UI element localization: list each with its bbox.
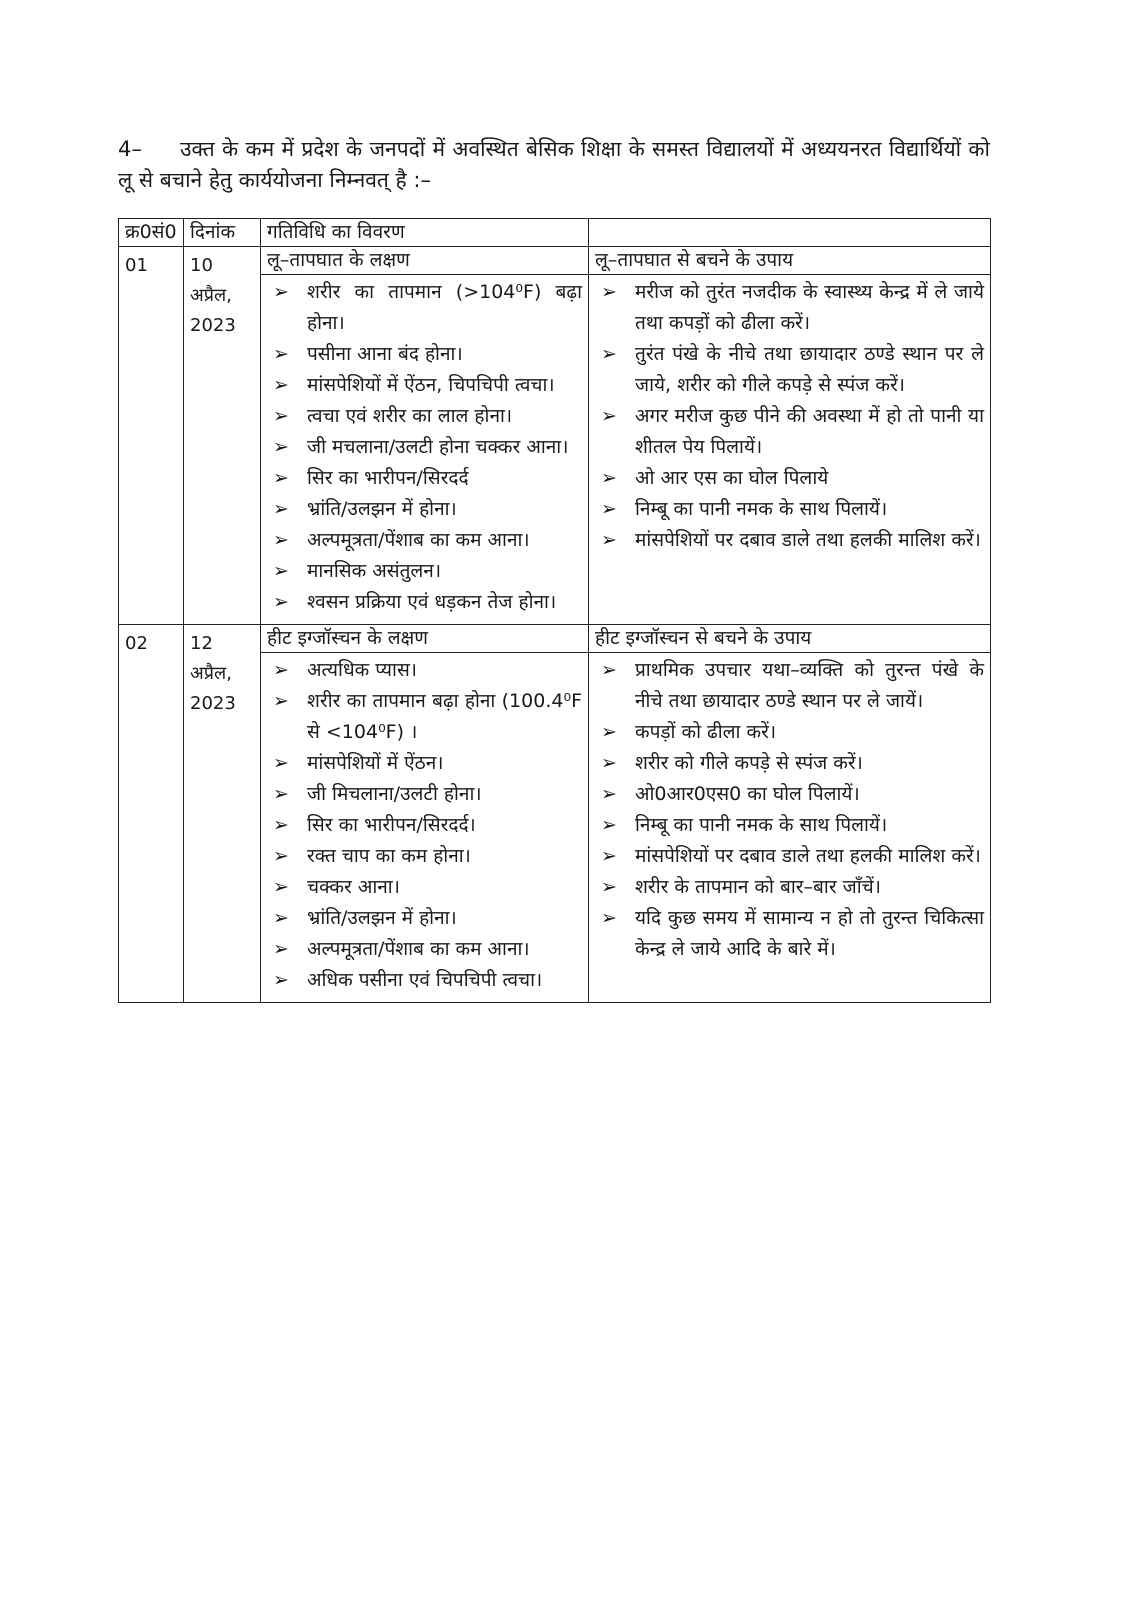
symptoms-list xyxy=(267,653,582,1002)
symptoms-list xyxy=(267,275,582,624)
symptoms-cell xyxy=(261,275,589,625)
symptom-item: ➢ रक्त चाप का कम होना। xyxy=(267,841,582,872)
symptom-item: ➢ जी मिचलाना/उलटी होना। xyxy=(267,779,582,810)
symptom-item: ➢ श्वसन प्रक्रिया एवं धड़कन तेज होना। xyxy=(267,587,582,618)
row-date xyxy=(184,625,261,1003)
symptom-item: ➢ जी मचलाना/उलटी होना चक्कर आना। xyxy=(267,432,582,463)
symptom-item: ➢ मानसिक असंतुलन। xyxy=(267,556,582,587)
intro-paragraph xyxy=(118,134,990,196)
action-plan-table xyxy=(118,218,991,1003)
header-date: दिनांक xyxy=(184,219,261,247)
row-date xyxy=(184,247,261,625)
remedy-item: ➢ शरीर को गीले कपड़े से स्पंज करें। xyxy=(595,748,984,779)
remedy-item: ➢ निम्बू का पानी नमक के साथ पिलायें। xyxy=(595,494,984,525)
remedies-cell xyxy=(589,653,991,1003)
header-activity: गतिविधि का विवरण xyxy=(261,219,589,247)
remedy-item: ➢ कपड़ों को ढीला करें। xyxy=(595,717,984,748)
symptom-item: ➢ मांसपेशियों में ऐंठन, चिपचिपी त्वचा। xyxy=(267,370,582,401)
table-row xyxy=(119,625,991,653)
remedies-list xyxy=(595,653,984,971)
symptom-item: ➢ अधिक पसीना एवं चिपचिपी त्वचा। xyxy=(267,965,582,996)
table-body xyxy=(119,247,991,1003)
header-sno: क्र0सं0 xyxy=(119,219,184,247)
date-day: 12 xyxy=(190,633,213,654)
remedy-item: ➢ तुरंत पंखे के नीचे तथा छायादार ठण्डे स्थान पर ले जाये, शरीर को गीले कपड़े से स्पंज करें। xyxy=(595,339,984,401)
remedy-item: ➢ शरीर के तापमान को बार–बार जाँचें। xyxy=(595,872,984,903)
date-month: अप्रैल, xyxy=(190,663,232,684)
intro-text: उक्त के कम में प्रदेश के जनपदों में अवस्थित बेसिक शिक्षा के समस्त विद्यालयों में अध्ययनरत विद्यार्थियों को लू से बचाने हेतु कार्ययोजना निम्नवत् है :– xyxy=(118,137,990,192)
row-sno: 01 xyxy=(119,247,184,625)
remedy-item: ➢ प्राथमिक उपचार यथा–व्यक्ति को तुरन्त पंखे के नीचे तथा छायादार ठण्डे स्थान पर ले जायें। xyxy=(595,655,984,717)
table-row xyxy=(119,247,991,275)
remedy-item: ➢ मरीज को तुरंत नजदीक के स्वास्थ्य केन्द्र में ले जाये तथा कपड़ों को ढीला करें। xyxy=(595,277,984,339)
remedies-title: लू–तापघात से बचने के उपाय xyxy=(589,247,991,275)
remedy-item: ➢ मांसपेशियों पर दबाव डाले तथा हलकी मालिश करें। xyxy=(595,841,984,872)
remedy-item: ➢ यदि कुछ समय में सामान्य न हो तो तुरन्त चिकित्सा केन्द्र ले जाये आदि के बारे में। xyxy=(595,903,984,965)
symptoms-cell xyxy=(261,653,589,1003)
symptom-item: ➢ भ्रांति/उलझन में होना। xyxy=(267,494,582,525)
symptom-item: ➢ अल्पमूत्रता/पेंशाब का कम आना। xyxy=(267,525,582,556)
symptom-item: ➢ शरीर का तापमान (>104⁰F) बढ़ा होना। xyxy=(267,277,582,339)
remedy-item: ➢ मांसपेशियों पर दबाव डाले तथा हलकी मालिश करें। xyxy=(595,525,984,556)
row-sno: 02 xyxy=(119,625,184,1003)
paragraph-number: 4– xyxy=(118,137,142,161)
symptom-item: ➢ सिर का भारीपन/सिरदर्द xyxy=(267,463,582,494)
header-blank xyxy=(589,219,991,247)
date-day: 10 xyxy=(190,255,213,276)
symptom-item: ➢ सिर का भारीपन/सिरदर्द। xyxy=(267,810,582,841)
symptom-item: ➢ पसीना आना बंद होना। xyxy=(267,339,582,370)
symptom-item: ➢ शरीर का तापमान बढ़ा होना (100.4⁰F से <104⁰F) । xyxy=(267,686,582,748)
remedy-item: ➢ अगर मरीज कुछ पीने की अवस्था में हो तो पानी या शीतल पेय पिलायें। xyxy=(595,401,984,463)
remedy-item: ➢ ओ आर एस का घोल पिलाये xyxy=(595,463,984,494)
symptom-item: ➢ अत्यधिक प्यास। xyxy=(267,655,582,686)
date-year: 2023 xyxy=(190,315,236,336)
date-year: 2023 xyxy=(190,693,236,714)
remedies-title: हीट इग्जॉस्चन से बचने के उपाय xyxy=(589,625,991,653)
remedy-item: ➢ ओ0आर0एस0 का घोल पिलायें। xyxy=(595,779,984,810)
symptom-item: ➢ चक्कर आना। xyxy=(267,872,582,903)
symptom-item: ➢ भ्रांति/उलझन में होना। xyxy=(267,903,582,934)
remedy-item: ➢ निम्बू का पानी नमक के साथ पिलायें। xyxy=(595,810,984,841)
remedies-list xyxy=(595,275,984,562)
symptom-item: ➢ अल्पमूत्रता/पेंशाब का कम आना। xyxy=(267,934,582,965)
date-month: अप्रैल, xyxy=(190,285,232,306)
symptoms-title: लू–तापघात के लक्षण xyxy=(261,247,589,275)
symptoms-title: हीट इग्जॉस्चन के लक्षण xyxy=(261,625,589,653)
remedies-cell xyxy=(589,275,991,625)
symptom-item: ➢ त्वचा एवं शरीर का लाल होना। xyxy=(267,401,582,432)
symptom-item: ➢ मांसपेशियों में ऐंठन। xyxy=(267,748,582,779)
table-header-row xyxy=(119,219,991,247)
